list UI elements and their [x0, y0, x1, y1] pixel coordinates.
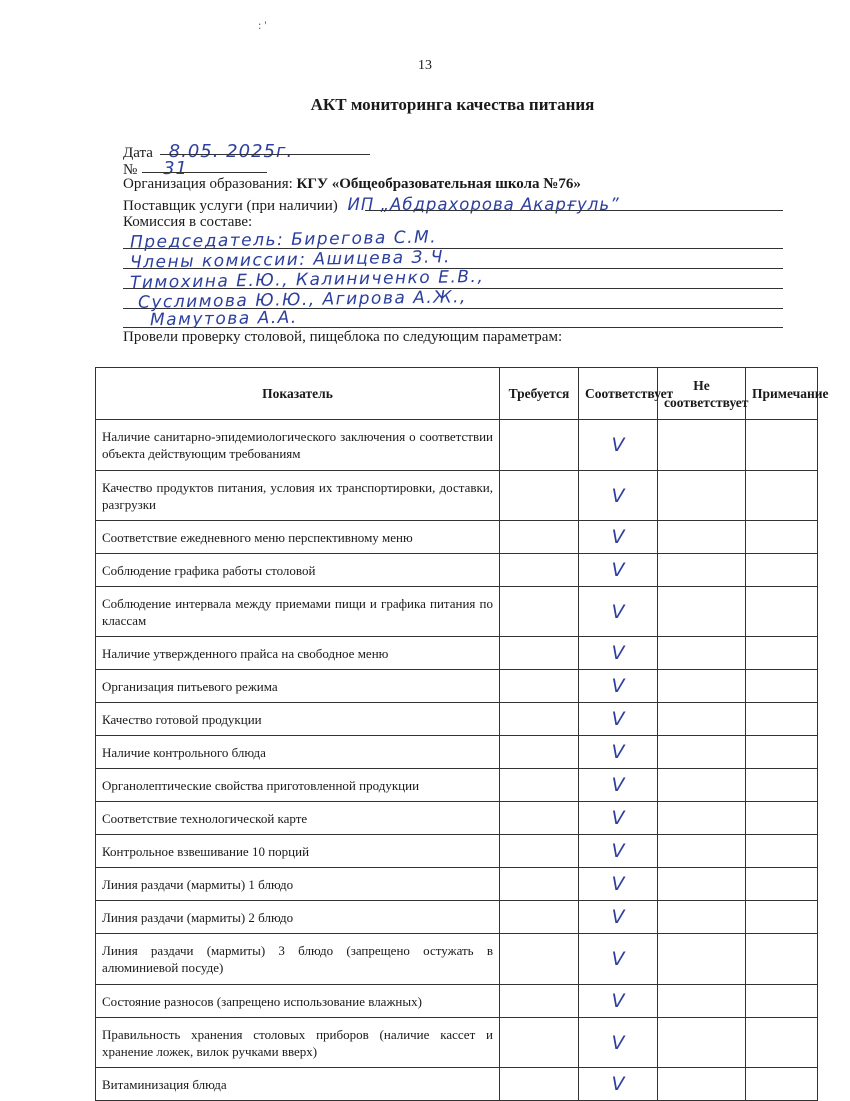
compliant-check-mark: V — [579, 802, 658, 835]
required-cell — [500, 769, 579, 802]
header-indicator: Показатель — [96, 368, 500, 420]
row-indicator: Органолептические свойства приготовленной продукции — [96, 769, 500, 802]
header-required: Требуется — [500, 368, 579, 420]
note-cell — [746, 670, 818, 703]
row-indicator: Наличие контрольного блюда — [96, 736, 500, 769]
non-compliant-cell — [658, 420, 746, 471]
row-indicator: Соответствие ежедневного меню перспективному меню — [96, 521, 500, 554]
note-cell — [746, 637, 818, 670]
commission-label: Комиссия в составе: — [123, 214, 253, 230]
row-indicator: Состояние разносов (запрещено использование влажных) — [96, 985, 500, 1018]
non-compliant-cell — [658, 835, 746, 868]
required-cell — [500, 587, 579, 637]
required-cell — [500, 471, 579, 521]
non-compliant-cell — [658, 1068, 746, 1101]
note-cell — [746, 521, 818, 554]
table-row — [96, 637, 818, 670]
non-compliant-cell — [658, 934, 746, 985]
table-row — [96, 736, 818, 769]
stray-mark: : ' — [258, 18, 267, 32]
non-compliant-cell — [658, 802, 746, 835]
note-cell — [746, 868, 818, 901]
table-row — [96, 868, 818, 901]
required-cell — [500, 670, 579, 703]
required-cell — [500, 868, 579, 901]
non-compliant-cell — [658, 521, 746, 554]
note-cell — [746, 736, 818, 769]
provider-value: ИП „Абдрахорова Акарғуль” — [347, 195, 620, 214]
provider-field — [123, 195, 620, 215]
non-compliant-cell — [658, 703, 746, 736]
non-compliant-cell — [658, 1018, 746, 1068]
note-cell — [746, 985, 818, 1018]
non-compliant-cell — [658, 769, 746, 802]
row-indicator: Правильность хранения столовых приборов (наличие кассет и хранение ложек, вилок ручками вверх) — [96, 1018, 500, 1068]
compliant-check-mark: V — [579, 521, 658, 554]
required-cell — [500, 1018, 579, 1068]
compliant-check-mark: V — [579, 1068, 658, 1101]
date-underline — [160, 154, 370, 155]
header-non-compliant: Не соответствует — [658, 368, 746, 420]
compliant-check-mark: V — [579, 901, 658, 934]
row-indicator: Наличие санитарно-эпидемиологического заключения о соответствии объекта действующим требованиям — [96, 420, 500, 471]
compliant-check-mark: V — [579, 1018, 658, 1068]
required-cell — [500, 521, 579, 554]
compliant-check-mark: V — [579, 985, 658, 1018]
commission-member-line-3: Тимохина Е.Ю., Калиниченко Е.В., — [129, 266, 485, 294]
table-row — [96, 670, 818, 703]
note-cell — [746, 1018, 818, 1068]
table-header-row — [96, 368, 818, 420]
number-underline — [142, 172, 267, 173]
non-compliant-cell — [658, 670, 746, 703]
required-cell — [500, 835, 579, 868]
required-cell — [500, 802, 579, 835]
note-cell — [746, 554, 818, 587]
organization-label: Организация образования: — [123, 176, 293, 192]
note-cell — [746, 769, 818, 802]
table-row — [96, 769, 818, 802]
table-row — [96, 1068, 818, 1101]
required-cell — [500, 736, 579, 769]
table-row — [96, 802, 818, 835]
note-cell — [746, 703, 818, 736]
provider-underline — [365, 210, 783, 211]
table-row — [96, 554, 818, 587]
inspection-table — [95, 367, 829, 1101]
row-indicator: Организация питьевого режима — [96, 670, 500, 703]
date-value: 8.05. 2025г. — [168, 141, 294, 162]
compliant-check-mark: V — [579, 670, 658, 703]
non-compliant-cell — [658, 868, 746, 901]
table-row — [96, 521, 818, 554]
row-indicator: Линия раздачи (мармиты) 3 блюдо (запрещено остужать в алюминиевой посуде) — [96, 934, 500, 985]
row-indicator: Соблюдение графика работы столовой — [96, 554, 500, 587]
page-number: 13 — [418, 58, 432, 73]
row-indicator: Линия раздачи (мармиты) 2 блюдо — [96, 901, 500, 934]
non-compliant-cell — [658, 901, 746, 934]
note-cell — [746, 934, 818, 985]
table-row — [96, 420, 818, 471]
row-indicator: Качество продуктов питания, условия их транспортировки, доставки, разгрузки — [96, 471, 500, 521]
number-value: 31 — [163, 158, 188, 179]
note-cell — [746, 802, 818, 835]
non-compliant-cell — [658, 471, 746, 521]
row-indicator: Наличие утвержденного прайса на свободное меню — [96, 637, 500, 670]
row-indicator: Соответствие технологической карте — [96, 802, 500, 835]
compliant-check-mark: V — [579, 471, 658, 521]
row-indicator: Контрольное взвешивание 10 порций — [96, 835, 500, 868]
compliant-check-mark: V — [579, 934, 658, 985]
table-row — [96, 835, 818, 868]
note-cell — [746, 901, 818, 934]
commission-member-line-2: Члены комиссии: Ашицева З.Ч. — [129, 247, 452, 273]
note-cell — [746, 471, 818, 521]
number-label: № — [123, 162, 138, 178]
required-cell — [500, 637, 579, 670]
non-compliant-cell — [658, 985, 746, 1018]
header-compliant: Соответствует — [579, 368, 658, 420]
table-row — [96, 985, 818, 1018]
required-cell — [500, 985, 579, 1018]
non-compliant-cell — [658, 736, 746, 769]
compliant-check-mark: V — [579, 637, 658, 670]
required-cell — [500, 1068, 579, 1101]
organization-value: КГУ «Общеобразовательная школа №76» — [296, 176, 581, 192]
document-title: АКТ мониторинга качества питания — [310, 95, 595, 114]
commission-member-line-1: Председатель: Бирегова С.М. — [129, 227, 438, 253]
organization-field — [123, 176, 581, 193]
compliant-check-mark: V — [579, 835, 658, 868]
required-cell — [500, 554, 579, 587]
note-cell — [746, 835, 818, 868]
non-compliant-cell — [658, 637, 746, 670]
non-compliant-cell — [658, 587, 746, 637]
compliant-check-mark: V — [579, 736, 658, 769]
table-row — [96, 703, 818, 736]
compliant-check-mark: V — [579, 868, 658, 901]
note-cell — [746, 587, 818, 637]
table-row — [96, 471, 818, 521]
table-row — [96, 934, 818, 985]
commission-member-line-4: Суслимова Ю.Ю., Агирова А.Ж., — [137, 287, 468, 313]
date-label: Дата — [123, 145, 153, 161]
row-indicator: Линия раздачи (мармиты) 1 блюдо — [96, 868, 500, 901]
commission-member-line-5: Мамутова А.А. — [149, 307, 298, 331]
required-cell — [500, 901, 579, 934]
header-note: Примечание — [746, 368, 818, 420]
compliant-check-mark: V — [579, 420, 658, 471]
note-cell — [746, 1068, 818, 1101]
row-indicator: Качество готовой продукции — [96, 703, 500, 736]
inspection-intro: Провели проверку столовой, пищеблока по следующим параметрам: — [123, 329, 563, 345]
required-cell — [500, 934, 579, 985]
required-cell — [500, 420, 579, 471]
note-cell — [746, 420, 818, 471]
compliant-check-mark: V — [579, 587, 658, 637]
table-row — [96, 1018, 818, 1068]
table-row — [96, 901, 818, 934]
provider-label: Поставщик услуги (при наличии) — [123, 198, 338, 214]
required-cell — [500, 703, 579, 736]
non-compliant-cell — [658, 554, 746, 587]
row-indicator: Соблюдение интервала между приемами пищи и графика питания по классам — [96, 587, 500, 637]
table-row — [96, 587, 818, 637]
compliant-check-mark: V — [579, 554, 658, 587]
compliant-check-mark: V — [579, 769, 658, 802]
compliant-check-mark: V — [579, 703, 658, 736]
row-indicator: Витаминизация блюда — [96, 1068, 500, 1101]
